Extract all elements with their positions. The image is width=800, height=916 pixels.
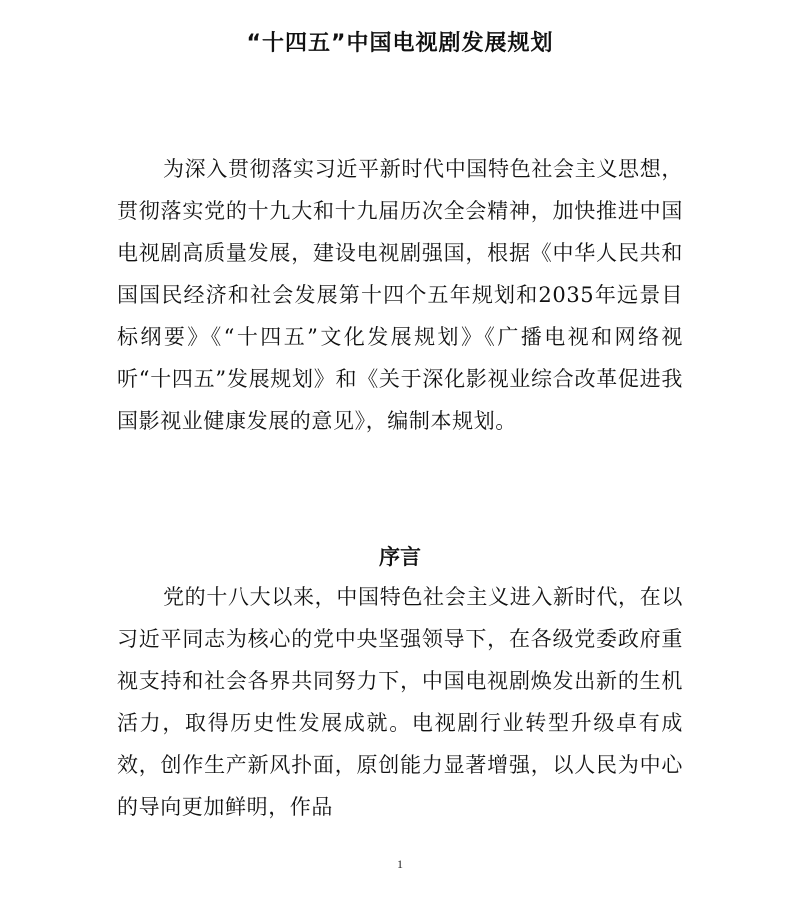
intro-paragraph: 为深入贯彻落实习近平新时代中国特色社会主义思想，贯彻落实党的十九大和十九届历次全会精神，加快推进中国电视剧高质量发展，建设电视剧强国，根据《中华人民共和国国民经济和社会发展第十四个五年规划和2035年远景目标纲要》《“十四五”文化发展规划》《广播电视和网络视听“十四五”发展规划》和《关于深化影视业综合改革促进我国影视业健康发展的意见》，编制本规划。 [117,157,683,433]
page-title: “十四五”中国电视剧发展规划 [246,31,554,56]
page-number: 1 [397,857,403,871]
preface-paragraph: 党的十八大以来，中国特色社会主义进入新时代，在以习近平同志为核心的党中央坚强领导下，在各级党委政府重视支持和社会各界共同努力下，中国电视剧焕发出新的生机活力，取得历史性发展成就。电视剧行业转型升级卓有成效，创作生产新风扑面，原创能力显著增强，以人民为中心的导向更加鲜明，作品 [117,585,683,819]
section-heading-preface: 序言 [379,545,421,569]
